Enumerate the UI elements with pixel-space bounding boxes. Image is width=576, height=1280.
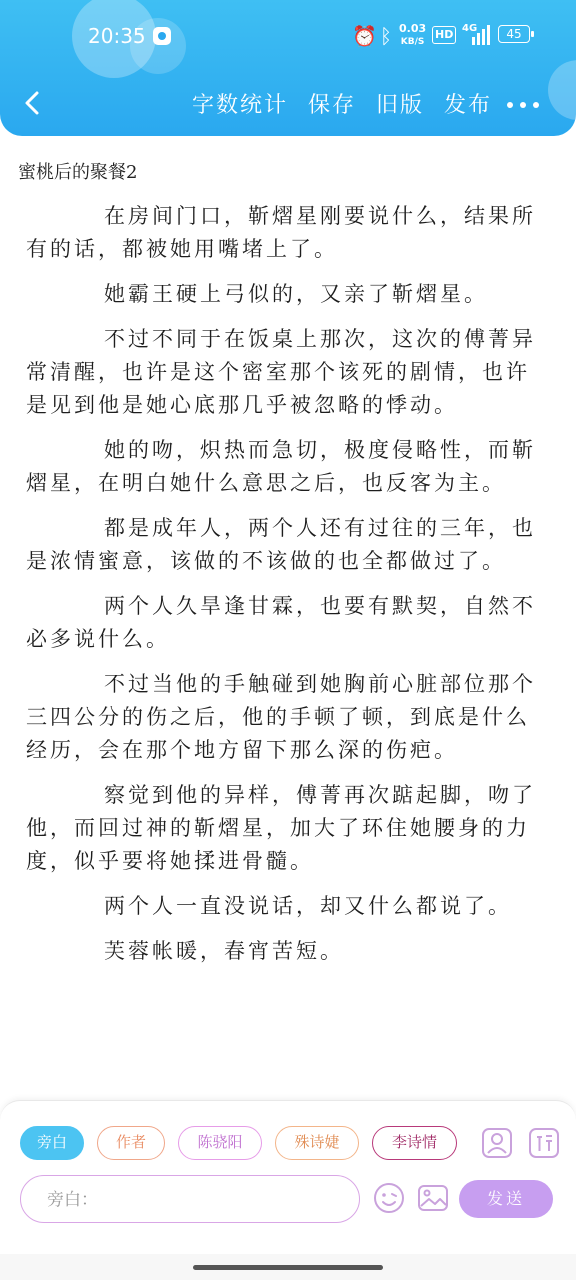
more-button[interactable] bbox=[505, 94, 541, 116]
person-card-icon bbox=[481, 1127, 513, 1159]
decor-bubble bbox=[548, 60, 576, 120]
composer-panel bbox=[0, 1100, 576, 1255]
signal-icon bbox=[468, 25, 490, 45]
paragraph: 芙蓉帐暖，春宵苦短。 bbox=[104, 939, 344, 963]
message-input[interactable] bbox=[45, 1186, 349, 1214]
chapter-body[interactable] bbox=[26, 200, 538, 980]
emoji-icon bbox=[372, 1181, 406, 1215]
paragraph: 不过当他的手触碰到她胸前心脏部位那个三四公分的伤之后，他的手顿了顿，到底是什么经历，会在那个地方留下那么深的伤疤。 bbox=[26, 672, 536, 762]
net-speed-unit: KB/S bbox=[400, 37, 425, 47]
save-button[interactable]: 保存 bbox=[307, 93, 356, 118]
mark-icon bbox=[528, 1127, 560, 1159]
publish-button[interactable]: 发布 bbox=[443, 93, 492, 118]
paragraph: 两个人一直没说话，却又什么都说了。 bbox=[104, 894, 512, 918]
mark-button[interactable] bbox=[528, 1127, 560, 1159]
battery-icon bbox=[498, 25, 530, 43]
battery-level: 45 bbox=[506, 27, 522, 41]
editor-toolbar bbox=[192, 88, 492, 119]
send-button[interactable]: 发送 bbox=[459, 1180, 553, 1218]
top-header bbox=[0, 0, 576, 136]
role-chip-character[interactable]: 陈骁阳 bbox=[178, 1126, 262, 1160]
paragraph: 不过不同于在饭桌上那次，这次的傅菁异常清醒，也许是这个密室那个该死的剧情，也许是见到他是她心底那几乎被忽略的悸动。 bbox=[26, 327, 536, 417]
paragraph: 在房间门口，靳熠星刚要说什么，结果所有的话，都被她用嘴堵上了。 bbox=[26, 204, 536, 261]
chapter-title[interactable]: 蜜桃后的聚餐2 bbox=[18, 162, 138, 183]
net-speed-value: 0.03 bbox=[399, 22, 427, 35]
old-version-button[interactable]: 旧版 bbox=[375, 93, 424, 118]
message-input-wrapper bbox=[20, 1175, 360, 1223]
role-chip-author[interactable]: 作者 bbox=[97, 1126, 165, 1160]
back-arrow-icon bbox=[18, 88, 48, 118]
word-count-button[interactable]: 字数统计 bbox=[191, 93, 288, 118]
clock: 20:35 bbox=[88, 24, 146, 48]
person-card-button[interactable] bbox=[481, 1127, 513, 1159]
paragraph: 都是成年人，两个人还有过往的三年，也是浓情蜜意，该做的不该做的也全都做过了。 bbox=[26, 516, 536, 573]
bluetooth-icon: ᛒ bbox=[380, 24, 392, 48]
net-speed bbox=[399, 23, 426, 48]
paragraph: 两个人久旱逢甘霖，也要有默契，自然不必多说什么。 bbox=[26, 594, 536, 651]
alarm-icon: ⏰ bbox=[352, 24, 377, 48]
emoji-button[interactable] bbox=[372, 1181, 406, 1215]
hd-badge: HD bbox=[432, 26, 456, 44]
image-button[interactable] bbox=[416, 1181, 450, 1215]
paragraph: 她霸王硬上弓似的，又亲了靳熠星。 bbox=[104, 282, 488, 306]
role-chip-character[interactable]: 李诗情 bbox=[372, 1126, 457, 1160]
paragraph: 她的吻，炽热而急切，极度侵略性，而靳熠星，在明白她什么意思之后，也反客为主。 bbox=[26, 438, 536, 495]
home-indicator[interactable] bbox=[193, 1265, 383, 1270]
image-icon bbox=[416, 1181, 450, 1215]
role-chip-character[interactable]: 殊诗婕 bbox=[275, 1126, 359, 1160]
role-chip-narrator[interactable]: 旁白 bbox=[20, 1126, 84, 1160]
record-icon bbox=[153, 27, 171, 45]
paragraph: 察觉到他的异样，傅菁再次踮起脚，吻了他，而回过神的靳熠星，加大了环住她腰身的力度，似乎要将她揉进骨髓。 bbox=[26, 783, 536, 873]
network-type: 4G bbox=[462, 23, 478, 34]
status-bar bbox=[0, 20, 576, 56]
back-button[interactable] bbox=[18, 88, 48, 118]
